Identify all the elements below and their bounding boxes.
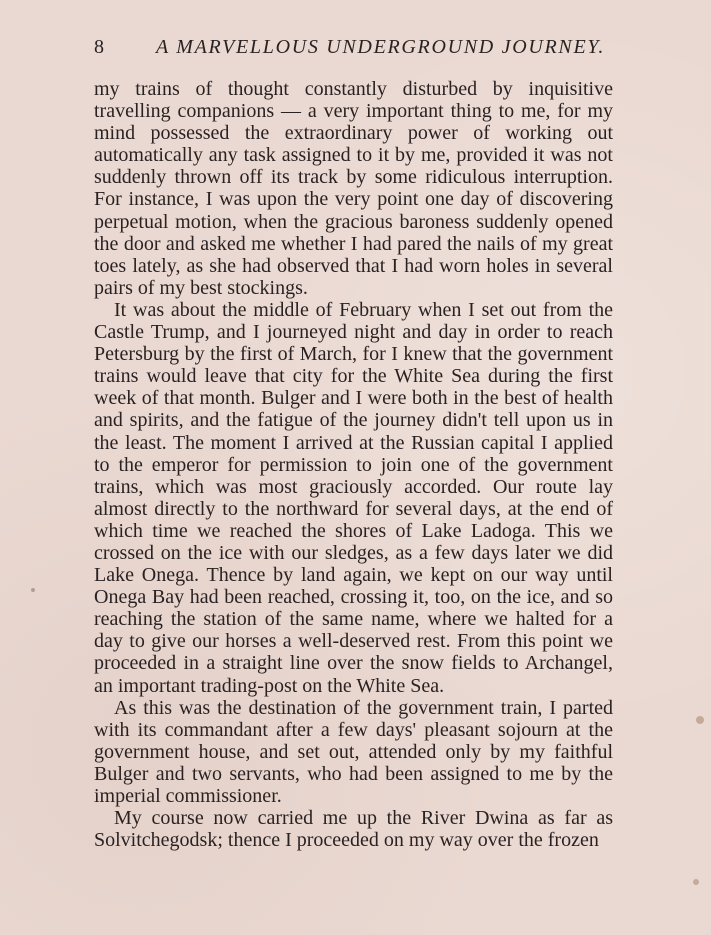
paragraph-continued: my trains of thought constantly disturbed by inquisitive travelling companions — a very important thing to me, for my mind possessed the extraordinary power of working out automatically any task assigned to it by me, provided it was not suddenly thrown off its track by some ridiculous interruption. For instance, I was upon the very point one day of discovering perpetual motion, when the gracious baroness suddenly opened the door and asked me whether I had pared the nails of my great toes lately, as she had observed that I had worn holes in several pairs of my best stockings.	[94, 78, 613, 299]
paper-speck	[693, 879, 699, 885]
paper-speck	[696, 716, 704, 724]
paragraph-journey-to-petersburg: It was about the middle of February when I set out from the Castle Trump, and I journeyed night and day in order to reach Petersburg by the first of March, for I knew that the government trains would leave that city for the White Sea during the first week of that month. Bulger and I were both in the best of health and spirits, and the fatigue of the journey didn't tell upon us in the least. The moment I arrived at the Russian capital I applied to the emperor for permission to join one of the government trains, which was most graciously accorded. Our route lay almost directly to the northward for several days, at the end of which time we reached the shores of Lake Ladoga. This we crossed on the ice with our sledges, as a few days later we did Lake Onega. Thence by land again, we kept on our way until Onega Bay had been reached, crossing it, too, on the ice, and so reaching the station of the same name, where we halted for a day to give our horses a well-deserved rest. From this point we proceeded in a straight line over the snow fields to Archangel, an important trading-post on the White Sea.	[94, 298, 613, 697]
running-head	[94, 36, 613, 64]
paragraph-river-dwina: My course now carried me up the River Dwina as far as Solvitchegodsk; thence I proceeded on my way over the frozen	[94, 807, 613, 852]
page-number: 8	[94, 36, 105, 58]
body-text	[94, 78, 613, 851]
running-title: A MARVELLOUS UNDERGROUND JOURNEY.	[156, 36, 606, 58]
paragraph-archangel-departure: As this was the destination of the government train, I parted with its commandant after a few days' pleasant sojourn at the government house, and set out, attended only by my faithful Bulger and two servants, who had been assigned to me by the imperial commissioner.	[94, 696, 613, 807]
paper-speck	[31, 588, 35, 592]
